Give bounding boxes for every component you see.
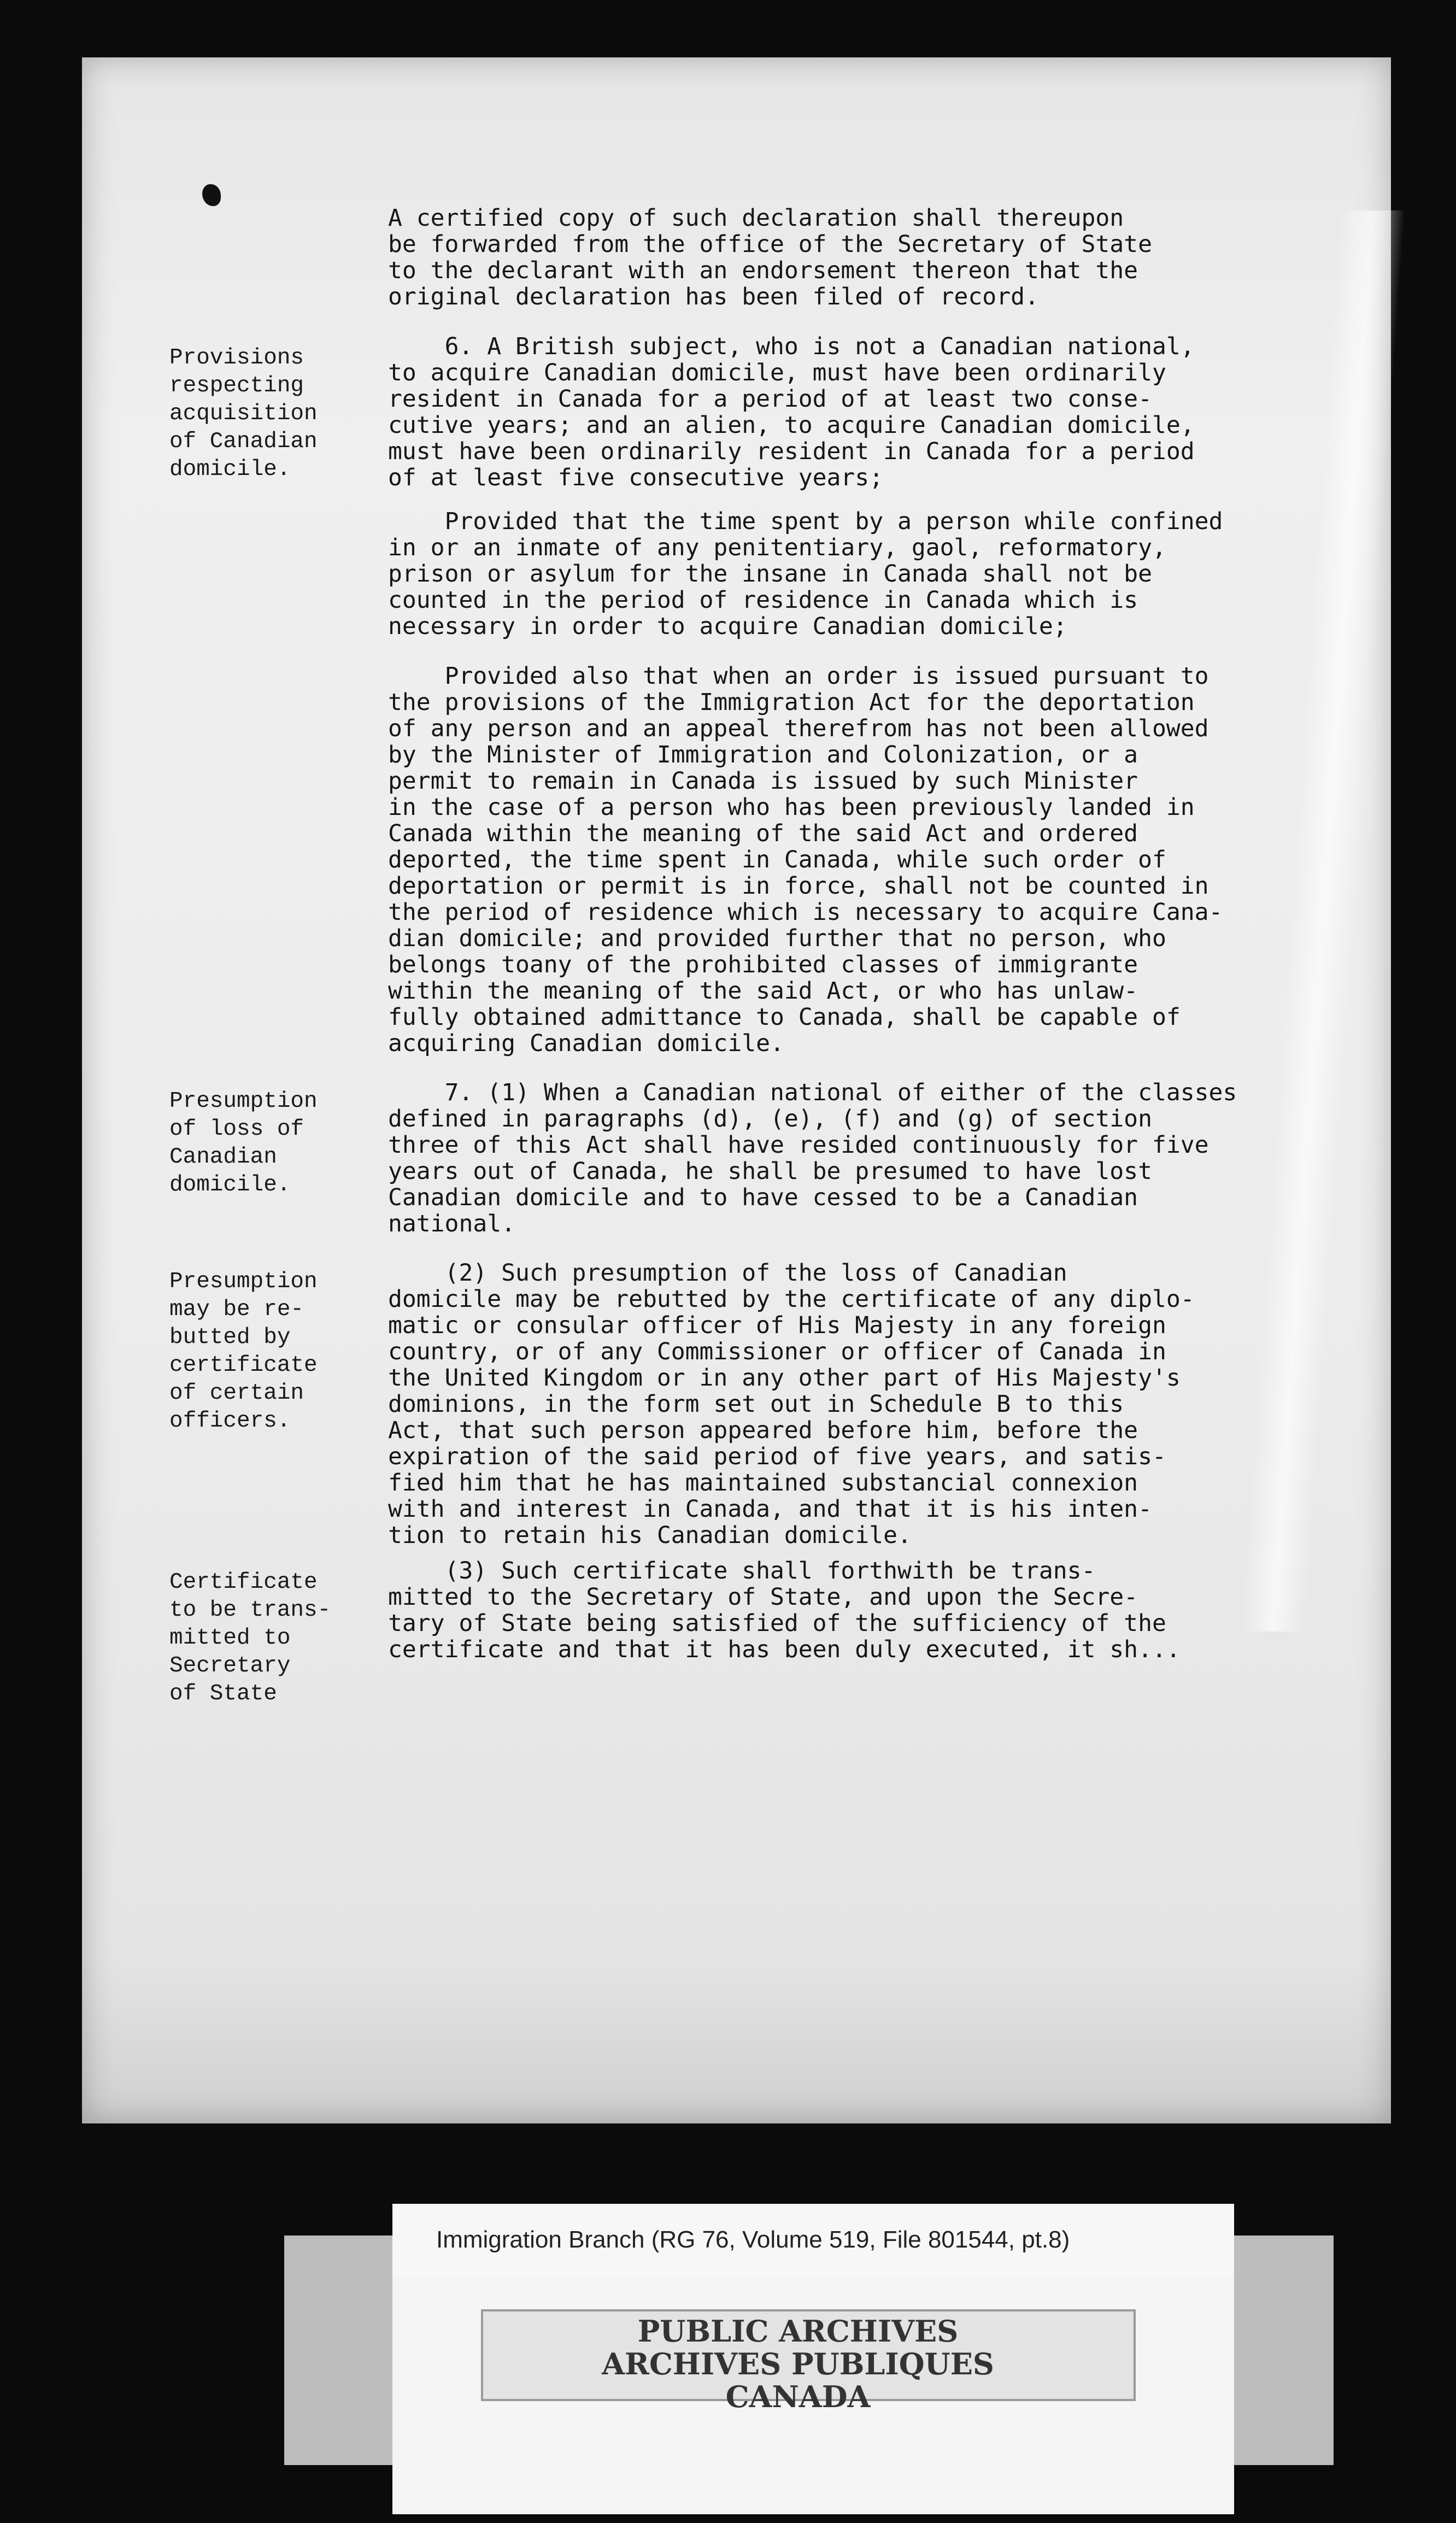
archive-stamp [552, 2315, 1044, 2413]
paragraph-section-6-proviso-1: Provided that the time spent by a person while confined in or an inmate of any penitentiary, gaol, reformatory, prison or asylum for the insane in Canada shall not be counted in the period of residence in Canada which is necessary in order to acquire Canadian domicile; [388, 508, 1223, 640]
stamp-line-2: ARCHIVES PUBLIQUES [602, 2346, 994, 2381]
margin-note-provisions: Provisions respecting acquisition of Canadian domicile. [169, 345, 318, 482]
margin-note-certificate: Certificate to be trans- mitted to Secretary of State [169, 1570, 331, 1706]
stamp-line-3: CANADA [725, 2379, 871, 2414]
ink-spot [202, 184, 221, 206]
document-page [82, 57, 1391, 2123]
paragraph-section-6-proviso-2: Provided also that when an order is issued pursuant to the provisions of the Immigration Act for the deportation of any person and an appeal therefrom has not been allowed by the Minister of Immigration and Colonization, or a permit to remain in Canada is issued by such Minister in the case of a person who has been previously landed in Canada within the meaning of the said Act and ordered deported, the time spent in Canada, while such order of deportation or permit is in force, shall not be counted in the period of residence which is necessary to acquire Cana- dian domicile; and provided further that no person, who belongs toany of the prohibited classes of immigrante within the meaning of the said Act, or who has unlaw- fully obtained admittance to Canada, shall be capable of acquiring Canadian domicile. [388, 662, 1223, 1057]
paragraph-record: A certified copy of such declaration shall thereupon be forwarded from the office of the Secretary of State to the declarant with an endorsement thereon that the original declaration has been filed of record. [388, 204, 1152, 310]
stamp-line-1: PUBLIC ARCHIVES [637, 2314, 959, 2349]
margin-note-presumption-loss: Presumption of loss of Canadian domicile. [169, 1089, 318, 1198]
margin-note-presumption-rebutted: Presumption may be re- butted by certificate of certain officers. [169, 1269, 318, 1434]
paragraph-section-7-3: (3) Such certificate shall forthwith be trans- mitted to the Secretary of State, and upon the Secre- tary of State being satisfied of the sufficiency of the certificate and that it has been duly executed, it sh... [388, 1557, 1181, 1663]
paragraph-section-6: 6. A British subject, who is not a Canadian national, to acquire Canadian domicile, must have been ordinarily resident in Canada for a period of at least two conse- cutive years; and an alien, to acquire Canadian domicile, must have been ordinarily resident in Canada for a period of at least five consecutive years; [388, 333, 1195, 491]
paragraph-section-7-1: 7. (1) When a Canadian national of either of the classes defined in paragraphs (d), (e), (f) and (g) of section three of this Act shall have resided continuously for five years out of Canada, he shall be presumed to have lost Canadian domicile and to have cessed to be a Canadian national. [388, 1079, 1237, 1237]
paragraph-section-7-2: (2) Such presumption of the loss of Canadian domicile may be rebutted by the certificate of any diplo- matic or consular officer of His Majesty in any foreign country, or of any Commissioner or officer of Canada in the United Kingdom or in any other part of His Majesty's dominions, in the form set out in Schedule B to this Act, that such person appeared before him, before the expiration of the said period of five years, and satis- fied him that he has maintained substancial connexion with and interest in Canada, and that it is his inten- tion to retain his Canadian domicile. [388, 1259, 1195, 1549]
archive-reference-label: Immigration Branch (RG 76, Volume 519, File 801544, pt.8) [392, 2204, 1234, 2276]
